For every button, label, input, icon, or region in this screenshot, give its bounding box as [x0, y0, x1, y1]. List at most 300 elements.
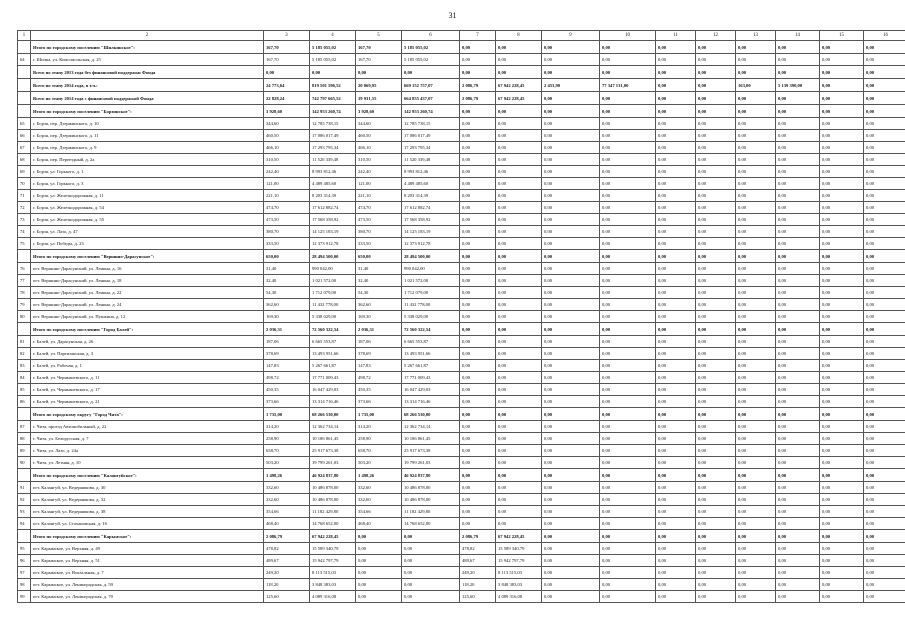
value-cell: 0,00 [496, 190, 542, 202]
value-cell: 0,00 [864, 555, 905, 567]
value-cell: 0,00 [656, 166, 696, 178]
value-cell: 0,00 [864, 567, 905, 579]
value-cell: 0,00 [542, 166, 600, 178]
value-cell: 0,00 [736, 287, 776, 299]
value-cell: 77 347 131,00 [600, 79, 656, 92]
value-cell: 0,00 [460, 238, 496, 250]
value-cell: 0,00 [864, 178, 905, 190]
value-cell: 0,00 [736, 543, 776, 555]
value-cell: 0,00 [776, 396, 820, 408]
value-cell: 0,00 [656, 79, 696, 92]
total-label-cell: Всего по этапу 2013 года без финансовой поддержки Фонда [31, 66, 264, 79]
value-cell: 0,00 [820, 372, 864, 384]
value-cell: 362,60 [356, 299, 402, 311]
total-label-cell: Итого по городскому поселению "Карымское": [31, 530, 264, 543]
value-cell: 0,00 [820, 178, 864, 190]
value-cell: 12 785 738,15 [310, 118, 356, 130]
value-cell: 242,40 [264, 166, 310, 178]
value-cell: 0,00 [776, 178, 820, 190]
row-index-cell [18, 66, 31, 79]
value-cell: 0,00 [460, 311, 496, 323]
value-cell: 0,00 [656, 118, 696, 130]
table-row [18, 238, 905, 250]
value-cell: 0,00 [496, 202, 542, 214]
subtotal-row [18, 250, 905, 263]
value-cell: 0,00 [736, 457, 776, 469]
value-cell: 0,00 [656, 506, 696, 518]
total-label-cell: Итого по городскому поселению "Борзинское": [31, 105, 264, 118]
value-cell: 0,00 [656, 421, 696, 433]
table-row [18, 54, 905, 66]
value-cell: 0,00 [864, 579, 905, 591]
value-cell: 5 185 055,02 [402, 41, 460, 54]
value-cell: 10 186 861,45 [402, 433, 460, 445]
value-cell: 0,00 [820, 66, 864, 79]
subtotal-row [18, 105, 905, 118]
value-cell: 0,00 [656, 263, 696, 275]
value-cell: 0,00 [864, 445, 905, 457]
table-row [18, 166, 905, 178]
value-cell: 0,00 [820, 543, 864, 555]
subtotal-row [18, 530, 905, 543]
value-cell: 19 799 261,03 [310, 457, 356, 469]
value-cell: 0,00 [656, 445, 696, 457]
value-cell: 0,00 [864, 130, 905, 142]
row-index-cell [18, 250, 31, 263]
value-cell: 32,40 [264, 275, 310, 287]
value-cell: 0,00 [696, 166, 736, 178]
value-cell: 0,00 [696, 433, 736, 445]
value-cell: 0,00 [600, 506, 656, 518]
value-cell: 6 665 553,87 [402, 336, 460, 348]
total-label-cell: Всего по этапу 2014 года с финансовой поддержкой Фонда [31, 92, 264, 105]
value-cell: 0,00 [542, 130, 600, 142]
value-cell: 0,00 [542, 41, 600, 54]
value-cell: 0,00 [820, 469, 864, 482]
value-cell: 0,00 [776, 41, 820, 54]
value-cell: 15 589 340,79 [496, 543, 542, 555]
value-cell: 0,00 [736, 567, 776, 579]
value-cell: 0,00 [460, 41, 496, 54]
value-cell: 333,50 [264, 238, 310, 250]
value-cell: 5 185 055,02 [310, 54, 356, 66]
value-cell: 0,00 [776, 66, 820, 79]
value-cell: 0,00 [696, 142, 736, 154]
value-cell: 0,00 [820, 591, 864, 603]
value-cell: 118,20 [460, 579, 496, 591]
value-cell: 258,90 [264, 433, 310, 445]
value-cell: 0,00 [460, 360, 496, 372]
value-cell: 0,00 [542, 323, 600, 336]
value-cell: 11 520 339,48 [310, 154, 356, 166]
value-cell: 478,82 [460, 543, 496, 555]
value-cell: 187,06 [356, 336, 402, 348]
value-cell: 0,00 [776, 214, 820, 226]
value-cell: 0,00 [696, 41, 736, 54]
value-cell: 0,00 [402, 530, 460, 543]
value-cell: 32,40 [356, 275, 402, 287]
value-cell: 0,00 [356, 591, 402, 603]
value-cell: 0,00 [600, 250, 656, 263]
value-cell: 0,00 [696, 275, 736, 287]
address-cell: пгт. Вершино-Дарасунский, ул. Ленина, д. 22 [31, 287, 264, 299]
row-index-cell: 72 [18, 202, 31, 214]
value-cell: 0,00 [542, 518, 600, 530]
value-cell: 468,40 [356, 518, 402, 530]
value-cell: 0,00 [776, 469, 820, 482]
value-cell: 0,00 [820, 336, 864, 348]
value-cell: 54,30 [356, 287, 402, 299]
value-cell: 0,00 [542, 530, 600, 543]
address-cell: г. Борзя, ул. Железнодорожная, д. 55 [31, 214, 264, 226]
value-cell: 0,00 [656, 190, 696, 202]
value-cell: 498,72 [356, 372, 402, 384]
value-cell: 0,00 [696, 445, 736, 457]
address-cell: пгт. Калангуй, ул. Ведерникова, д. 38 [31, 506, 264, 518]
value-cell: 489,67 [264, 555, 310, 567]
address-cell: г. Чита, проезд Автомобильный, д. 22 [31, 421, 264, 433]
value-cell: 0,00 [496, 105, 542, 118]
value-cell: 0,00 [600, 130, 656, 142]
value-cell: 0,00 [736, 275, 776, 287]
value-cell: 17 771 009,43 [402, 372, 460, 384]
value-cell: 0,00 [496, 433, 542, 445]
value-cell: 0,00 [656, 238, 696, 250]
value-cell: 67 942 228,45 [496, 92, 542, 105]
value-cell: 0,00 [542, 482, 600, 494]
value-cell: 0,00 [820, 396, 864, 408]
value-cell: 0,00 [776, 506, 820, 518]
table-row [18, 421, 905, 433]
value-cell: 167,70 [264, 41, 310, 54]
value-cell: 0,00 [776, 518, 820, 530]
value-cell: 0,00 [736, 372, 776, 384]
value-cell: 5 267 661,87 [402, 360, 460, 372]
value-cell: 0,00 [864, 372, 905, 384]
value-cell: 0,00 [542, 360, 600, 372]
value-cell: 0,00 [460, 178, 496, 190]
value-cell: 68 266 530,00 [310, 408, 356, 421]
table-row [18, 555, 905, 567]
value-cell: 0,00 [600, 238, 656, 250]
value-cell: 4 489 485,60 [402, 178, 460, 190]
value-cell: 0,00 [864, 530, 905, 543]
value-cell: 0,00 [542, 275, 600, 287]
value-cell: 72 560 322,54 [310, 323, 356, 336]
value-cell: 15 589 340,79 [310, 543, 356, 555]
row-index-cell: 83 [18, 360, 31, 372]
value-cell: 0,00 [542, 408, 600, 421]
value-cell: 12 373 912,78 [402, 238, 460, 250]
value-cell: 242,40 [356, 166, 402, 178]
value-cell: 0,00 [820, 275, 864, 287]
value-cell: 0,00 [820, 555, 864, 567]
value-cell: 0,00 [776, 190, 820, 202]
value-cell: 0,00 [696, 79, 736, 92]
value-cell: 314,20 [356, 421, 402, 433]
value-cell: 0,00 [696, 530, 736, 543]
value-cell: 0,00 [496, 372, 542, 384]
value-cell: 72 560 322,54 [402, 323, 460, 336]
value-cell: 0,00 [542, 263, 600, 275]
value-cell: 8 203 314,39 [310, 190, 356, 202]
value-cell: 1 735,00 [356, 408, 402, 421]
value-cell: 0,00 [696, 336, 736, 348]
row-index-cell: 85 [18, 384, 31, 396]
value-cell: 0,00 [820, 214, 864, 226]
value-cell: 0,00 [776, 555, 820, 567]
value-cell: 0,00 [776, 482, 820, 494]
value-cell: 2 036,31 [356, 323, 402, 336]
value-cell: 142 953 260,74 [310, 105, 356, 118]
row-index-cell: 76 [18, 263, 31, 275]
value-cell: 14 768 652,00 [310, 518, 356, 530]
value-cell: 11 432 778,00 [310, 299, 356, 311]
value-cell: 5 185 055,02 [310, 41, 356, 54]
value-cell: 8 993 812,46 [310, 166, 356, 178]
value-cell: 0,00 [460, 214, 496, 226]
value-cell: 0,00 [820, 105, 864, 118]
value-cell: 0,00 [864, 421, 905, 433]
column-number-cell: 13 [736, 31, 776, 41]
value-cell: 4 489 485,60 [310, 178, 356, 190]
value-cell: 0,00 [460, 287, 496, 299]
table-row [18, 518, 905, 530]
value-cell: 0,00 [542, 348, 600, 360]
value-cell: 0,00 [820, 579, 864, 591]
value-cell: 0,00 [776, 348, 820, 360]
value-cell: 0,00 [696, 202, 736, 214]
value-cell: 354,66 [264, 506, 310, 518]
value-cell: 0,00 [820, 408, 864, 421]
value-cell: 1 498,26 [264, 469, 310, 482]
value-cell: 450,35 [356, 384, 402, 396]
value-cell: 0,00 [696, 543, 736, 555]
value-cell: 0,00 [696, 154, 736, 166]
value-cell: 142 953 260,74 [402, 105, 460, 118]
value-cell: 0,00 [542, 92, 600, 105]
value-cell: 0,00 [736, 118, 776, 130]
value-cell: 0,00 [696, 263, 736, 275]
value-cell: 0,00 [600, 396, 656, 408]
value-cell: 373,66 [264, 396, 310, 408]
value-cell: 0,00 [864, 408, 905, 421]
value-cell: 0,00 [864, 384, 905, 396]
row-index-cell: 81 [18, 336, 31, 348]
value-cell: 0,00 [656, 518, 696, 530]
value-cell: 0,00 [696, 118, 736, 130]
value-cell: 0,00 [600, 543, 656, 555]
value-cell: 0,00 [864, 433, 905, 445]
value-cell: 0,00 [864, 190, 905, 202]
value-cell: 0,00 [656, 457, 696, 469]
value-cell: 0,00 [600, 178, 656, 190]
value-cell: 0,00 [696, 555, 736, 567]
value-cell: 0,00 [496, 287, 542, 299]
value-cell: 0,00 [776, 287, 820, 299]
value-cell: 0,00 [460, 421, 496, 433]
address-cell: г. Борзя, пер. Дзержинского, д. 9 [31, 142, 264, 154]
value-cell: 2 086,79 [264, 530, 310, 543]
column-number-cell: 12 [696, 31, 736, 41]
value-cell: 0,00 [736, 494, 776, 506]
value-cell: 15 942 797,79 [496, 555, 542, 567]
value-cell: 4 089 316,08 [310, 591, 356, 603]
value-cell: 0,00 [776, 579, 820, 591]
table-row [18, 494, 905, 506]
value-cell: 0,00 [820, 166, 864, 178]
value-cell: 0,00 [736, 190, 776, 202]
column-number-cell: 14 [776, 31, 820, 41]
value-cell: 0,00 [600, 154, 656, 166]
value-cell: 0,00 [542, 372, 600, 384]
value-cell: 249,20 [460, 567, 496, 579]
value-cell: 0,00 [696, 250, 736, 263]
value-cell: 0,00 [696, 591, 736, 603]
value-cell: 0,00 [776, 543, 820, 555]
value-cell: 0,00 [696, 469, 736, 482]
value-cell: 0,00 [736, 238, 776, 250]
row-index-cell [18, 530, 31, 543]
row-index-cell: 79 [18, 299, 31, 311]
value-cell: 658,70 [356, 445, 402, 457]
value-cell: 0,00 [496, 336, 542, 348]
value-cell: 0,00 [656, 494, 696, 506]
row-index-cell: 88 [18, 433, 31, 445]
value-cell: 17 293 795,34 [402, 142, 460, 154]
value-cell: 0,00 [820, 154, 864, 166]
value-cell: 0,00 [820, 518, 864, 530]
value-cell: 0,00 [656, 348, 696, 360]
value-cell: 0,00 [264, 66, 310, 79]
value-cell: 498,72 [264, 372, 310, 384]
value-cell: 0,00 [776, 142, 820, 154]
value-cell: 310,50 [264, 154, 310, 166]
value-cell: 0,00 [656, 154, 696, 166]
value-cell: 0,00 [600, 518, 656, 530]
value-cell: 0,00 [696, 323, 736, 336]
value-cell: 0,00 [542, 591, 600, 603]
value-cell: 19 931,55 [356, 92, 402, 105]
value-cell: 478,82 [264, 543, 310, 555]
value-cell: 332,60 [356, 482, 402, 494]
value-cell: 0,00 [864, 226, 905, 238]
value-cell: 0,00 [542, 250, 600, 263]
value-cell: 2 086,79 [460, 79, 496, 92]
value-cell: 3 848 383,03 [496, 579, 542, 591]
value-cell: 0,00 [402, 567, 460, 579]
value-cell: 5 139 390,00 [776, 79, 820, 92]
value-cell: 0,00 [542, 579, 600, 591]
value-cell: 0,00 [460, 54, 496, 66]
value-cell: 0,00 [496, 142, 542, 154]
value-cell: 378,69 [264, 348, 310, 360]
value-cell: 13 493 951,66 [310, 348, 356, 360]
value-cell: 0,00 [820, 92, 864, 105]
value-cell: 0,00 [696, 130, 736, 142]
value-cell: 0,00 [600, 408, 656, 421]
address-cell: г. Борзя, ул. Горького, д. 3 [31, 178, 264, 190]
value-cell: 0,00 [310, 66, 356, 79]
value-cell: 169,30 [264, 311, 310, 323]
value-cell: 0,00 [736, 506, 776, 518]
column-number-cell: 2 [31, 31, 264, 41]
value-cell: 0,00 [496, 396, 542, 408]
value-cell: 0,00 [600, 54, 656, 66]
value-cell: 0,00 [600, 311, 656, 323]
value-cell: 0,00 [496, 506, 542, 518]
value-cell: 742 797 665,52 [310, 92, 356, 105]
value-cell: 0,00 [696, 360, 736, 372]
value-cell: 167,70 [356, 41, 402, 54]
value-cell: 0,00 [356, 579, 402, 591]
value-cell: 1 498,26 [356, 469, 402, 482]
value-cell: 2 086,79 [460, 530, 496, 543]
value-cell: 0,00 [496, 178, 542, 190]
value-cell: 0,00 [402, 543, 460, 555]
table-row [18, 457, 905, 469]
value-cell: 0,00 [656, 408, 696, 421]
value-cell: 0,00 [600, 579, 656, 591]
value-cell: 0,00 [600, 118, 656, 130]
column-number-cell: 6 [402, 31, 460, 41]
value-cell: 0,00 [600, 482, 656, 494]
value-cell: 20 069,95 [356, 79, 402, 92]
table-row [18, 543, 905, 555]
value-cell: 0,00 [736, 469, 776, 482]
value-cell: 12 373 912,78 [310, 238, 356, 250]
value-cell: 0,00 [820, 202, 864, 214]
value-cell: 0,00 [864, 323, 905, 336]
value-cell: 0,00 [402, 591, 460, 603]
value-cell: 0,00 [356, 555, 402, 567]
table-row [18, 226, 905, 238]
value-cell: 0,00 [460, 263, 496, 275]
value-cell: 0,00 [496, 214, 542, 226]
value-cell: 67 942 228,45 [496, 530, 542, 543]
value-cell: 0,00 [460, 130, 496, 142]
value-cell: 0,00 [736, 433, 776, 445]
value-cell: 0,00 [542, 154, 600, 166]
value-cell: 0,00 [696, 214, 736, 226]
total-label-cell: Итого по городскому округу "Город Чита": [31, 408, 264, 421]
address-cell: г. Балей, ул. Чернышевского, д. 21 [31, 396, 264, 408]
value-cell: 0,00 [736, 154, 776, 166]
value-cell: 5 267 661,87 [310, 360, 356, 372]
table-row [18, 299, 905, 311]
table-row [18, 384, 905, 396]
value-cell: 167,70 [264, 54, 310, 66]
value-cell: 0,00 [776, 202, 820, 214]
value-cell: 0,00 [736, 226, 776, 238]
value-cell: 167,70 [356, 54, 402, 66]
table-row [18, 311, 905, 323]
value-cell: 2 036,31 [264, 323, 310, 336]
table-row [18, 130, 905, 142]
value-cell: 0,00 [542, 384, 600, 396]
row-index-cell: 67 [18, 142, 31, 154]
value-cell: 332,60 [356, 494, 402, 506]
value-cell: 28 494 500,00 [310, 250, 356, 263]
value-cell: 67 942 228,45 [496, 79, 542, 92]
value-cell: 0,00 [600, 348, 656, 360]
value-cell: 0,00 [542, 190, 600, 202]
value-cell: 0,00 [656, 591, 696, 603]
address-cell: г. Балей, ул. Чернышевского, д. 17 [31, 384, 264, 396]
value-cell: 0,00 [600, 275, 656, 287]
column-number-cell: 15 [820, 31, 864, 41]
value-cell: 8 113 515,03 [310, 567, 356, 579]
